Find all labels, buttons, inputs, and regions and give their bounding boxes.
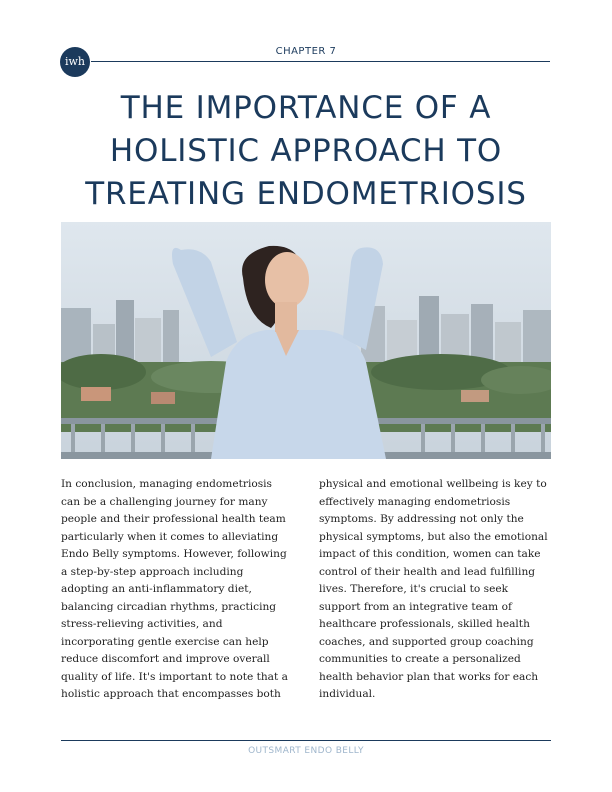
body-paragraph: In conclusion, managing endometriosis can be a challenging journey for many people and their professional health team particularly when it comes to alleviating Endo Belly symptoms. However, following a step-by-step approach including adopting an anti-inflammatory diet, balancing circadian rhythms, practicing stress-relieving activities, and incorporating gentle exercise can help reduce discomfort and improve overall quality of life. It's important to note that a holistic approach that encompasses both physical and emotional wellbeing is key to effectively managing endometriosis symptoms. By addressing not only the physical symptoms, but also the emotional impact of this condition, women can take control of their health and lead fulfilling lives. Therefore, it's crucial to seek support from an integrative team of healthcare professionals, skilled health coaches, and supported group coaching communities to create a personalized health behavior plan that works for each individual. xyxy=(61,478,548,700)
woman-on-rooftop-photo xyxy=(61,222,551,459)
iwh-logo: iwh xyxy=(60,47,90,77)
title-line-1: THE IMPORTANCE OF A xyxy=(120,90,492,126)
chapter-label: CHAPTER 7 xyxy=(275,46,337,57)
page-title xyxy=(40,87,572,216)
title-line-3: TREATING ENDOMETRIOSIS xyxy=(85,176,527,212)
footer-rule xyxy=(61,740,551,741)
title-line-2: HOLISTIC APPROACH TO xyxy=(109,133,503,169)
footer-label: OUTSMART ENDO BELLY xyxy=(248,746,364,756)
body-text xyxy=(61,476,551,706)
chapter-rule xyxy=(91,61,550,62)
